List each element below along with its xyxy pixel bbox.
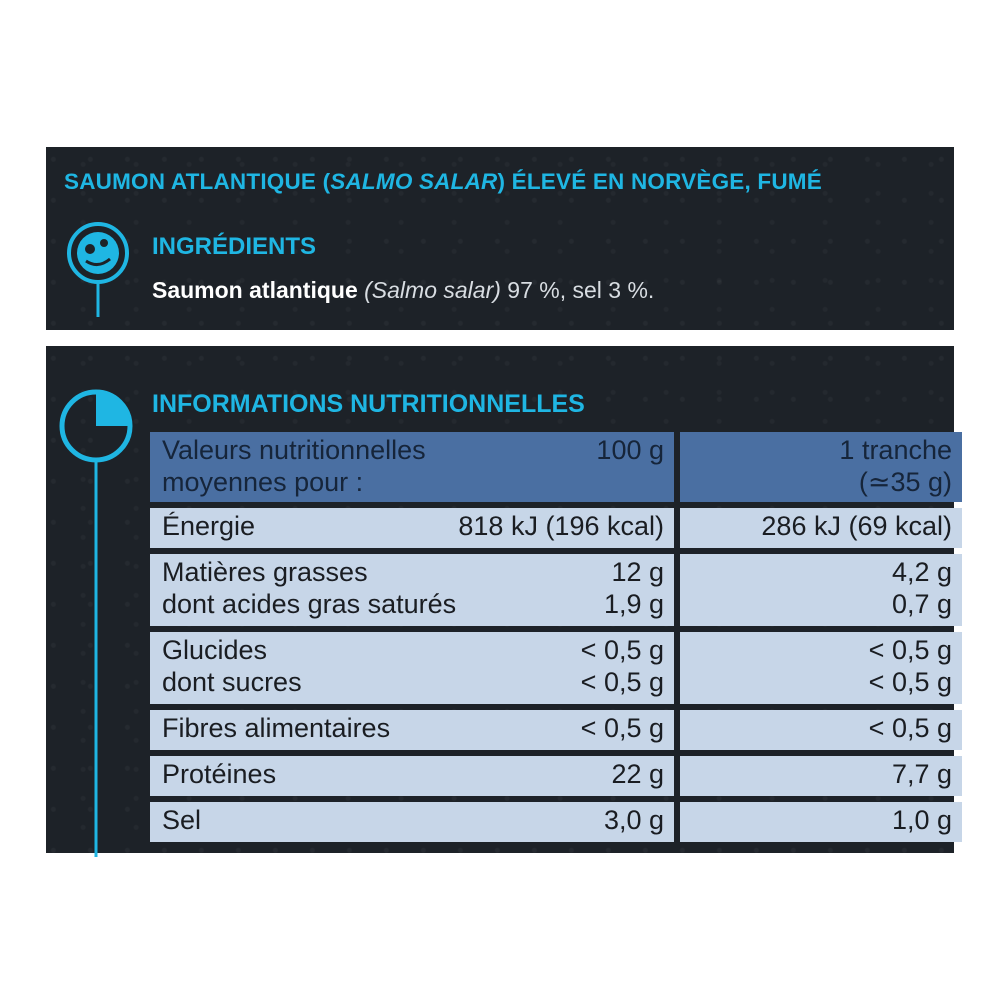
product-title: SAUMON ATLANTIQUE (SALMO SALAR) ÉLEVÉ EN NORVÈGE, FUMÉ: [64, 169, 822, 194]
row-value-portion: 7,7 g: [891, 759, 952, 789]
row-sub-label: dont acides gras saturés: [162, 589, 457, 619]
clock-pie-icon: [54, 372, 138, 862]
row-value-100g: < 0,5 g: [580, 635, 664, 665]
header-col-100g: 100 g: [596, 435, 664, 465]
row-value-portion: < 0,5 g: [868, 635, 952, 665]
row-sub-value-100g: < 0,5 g: [580, 667, 664, 697]
table-header-row: [150, 432, 962, 502]
ingredients-panel: [46, 147, 954, 330]
header-label-line1: Valeurs nutritionnelles: [162, 435, 426, 465]
header-col-portion: 1 tranche: [839, 435, 952, 465]
row-sub-value-portion: < 0,5 g: [868, 667, 952, 697]
header-label-cell: [150, 432, 674, 502]
table-row: [150, 802, 962, 842]
row-label: Matières grasses: [162, 557, 368, 587]
nutrition-heading: INFORMATIONS NUTRITIONNELLES: [152, 390, 585, 418]
ingredients-heading: INGRÉDIENTS: [152, 233, 317, 260]
row-sub-value-portion: 0,7 g: [891, 589, 952, 619]
table-row: [150, 632, 962, 704]
row-sub-value-100g: 1,9 g: [603, 589, 664, 619]
row-value-portion: < 0,5 g: [868, 713, 952, 743]
table-row: [150, 756, 962, 796]
table-row: [150, 554, 962, 626]
row-label: Fibres alimentaires: [162, 713, 391, 743]
row-label: Protéines: [162, 759, 277, 789]
row-value-100g: 3,0 g: [603, 805, 664, 835]
header-col-portion-approx: (≃35 g): [858, 467, 952, 497]
ingredients-text: Saumon atlantique (Salmo salar) 97 %, sel 3 %.: [152, 277, 655, 303]
row-value-portion: 4,2 g: [891, 557, 952, 587]
row-label: Sel: [162, 805, 202, 835]
row-value-100g: 22 g: [611, 759, 664, 789]
row-label: Énergie: [162, 511, 256, 541]
row-value-100g: < 0,5 g: [580, 713, 664, 743]
row-label: Glucides: [162, 635, 268, 665]
ingredients-plate-icon: [64, 219, 132, 324]
table-row: [150, 508, 962, 548]
nutrition-panel: [46, 346, 954, 853]
header-label-line2: moyennes pour :: [162, 467, 364, 497]
row-sub-label: dont sucres: [162, 667, 302, 697]
header-portion-cell: [680, 432, 962, 502]
row-value-portion: 286 kJ (69 kcal): [761, 511, 952, 541]
row-value-100g: 12 g: [611, 557, 664, 587]
row-value-100g: 818 kJ (196 kcal): [458, 511, 664, 541]
row-value-portion: 1,0 g: [891, 805, 952, 835]
table-row: [150, 710, 962, 750]
